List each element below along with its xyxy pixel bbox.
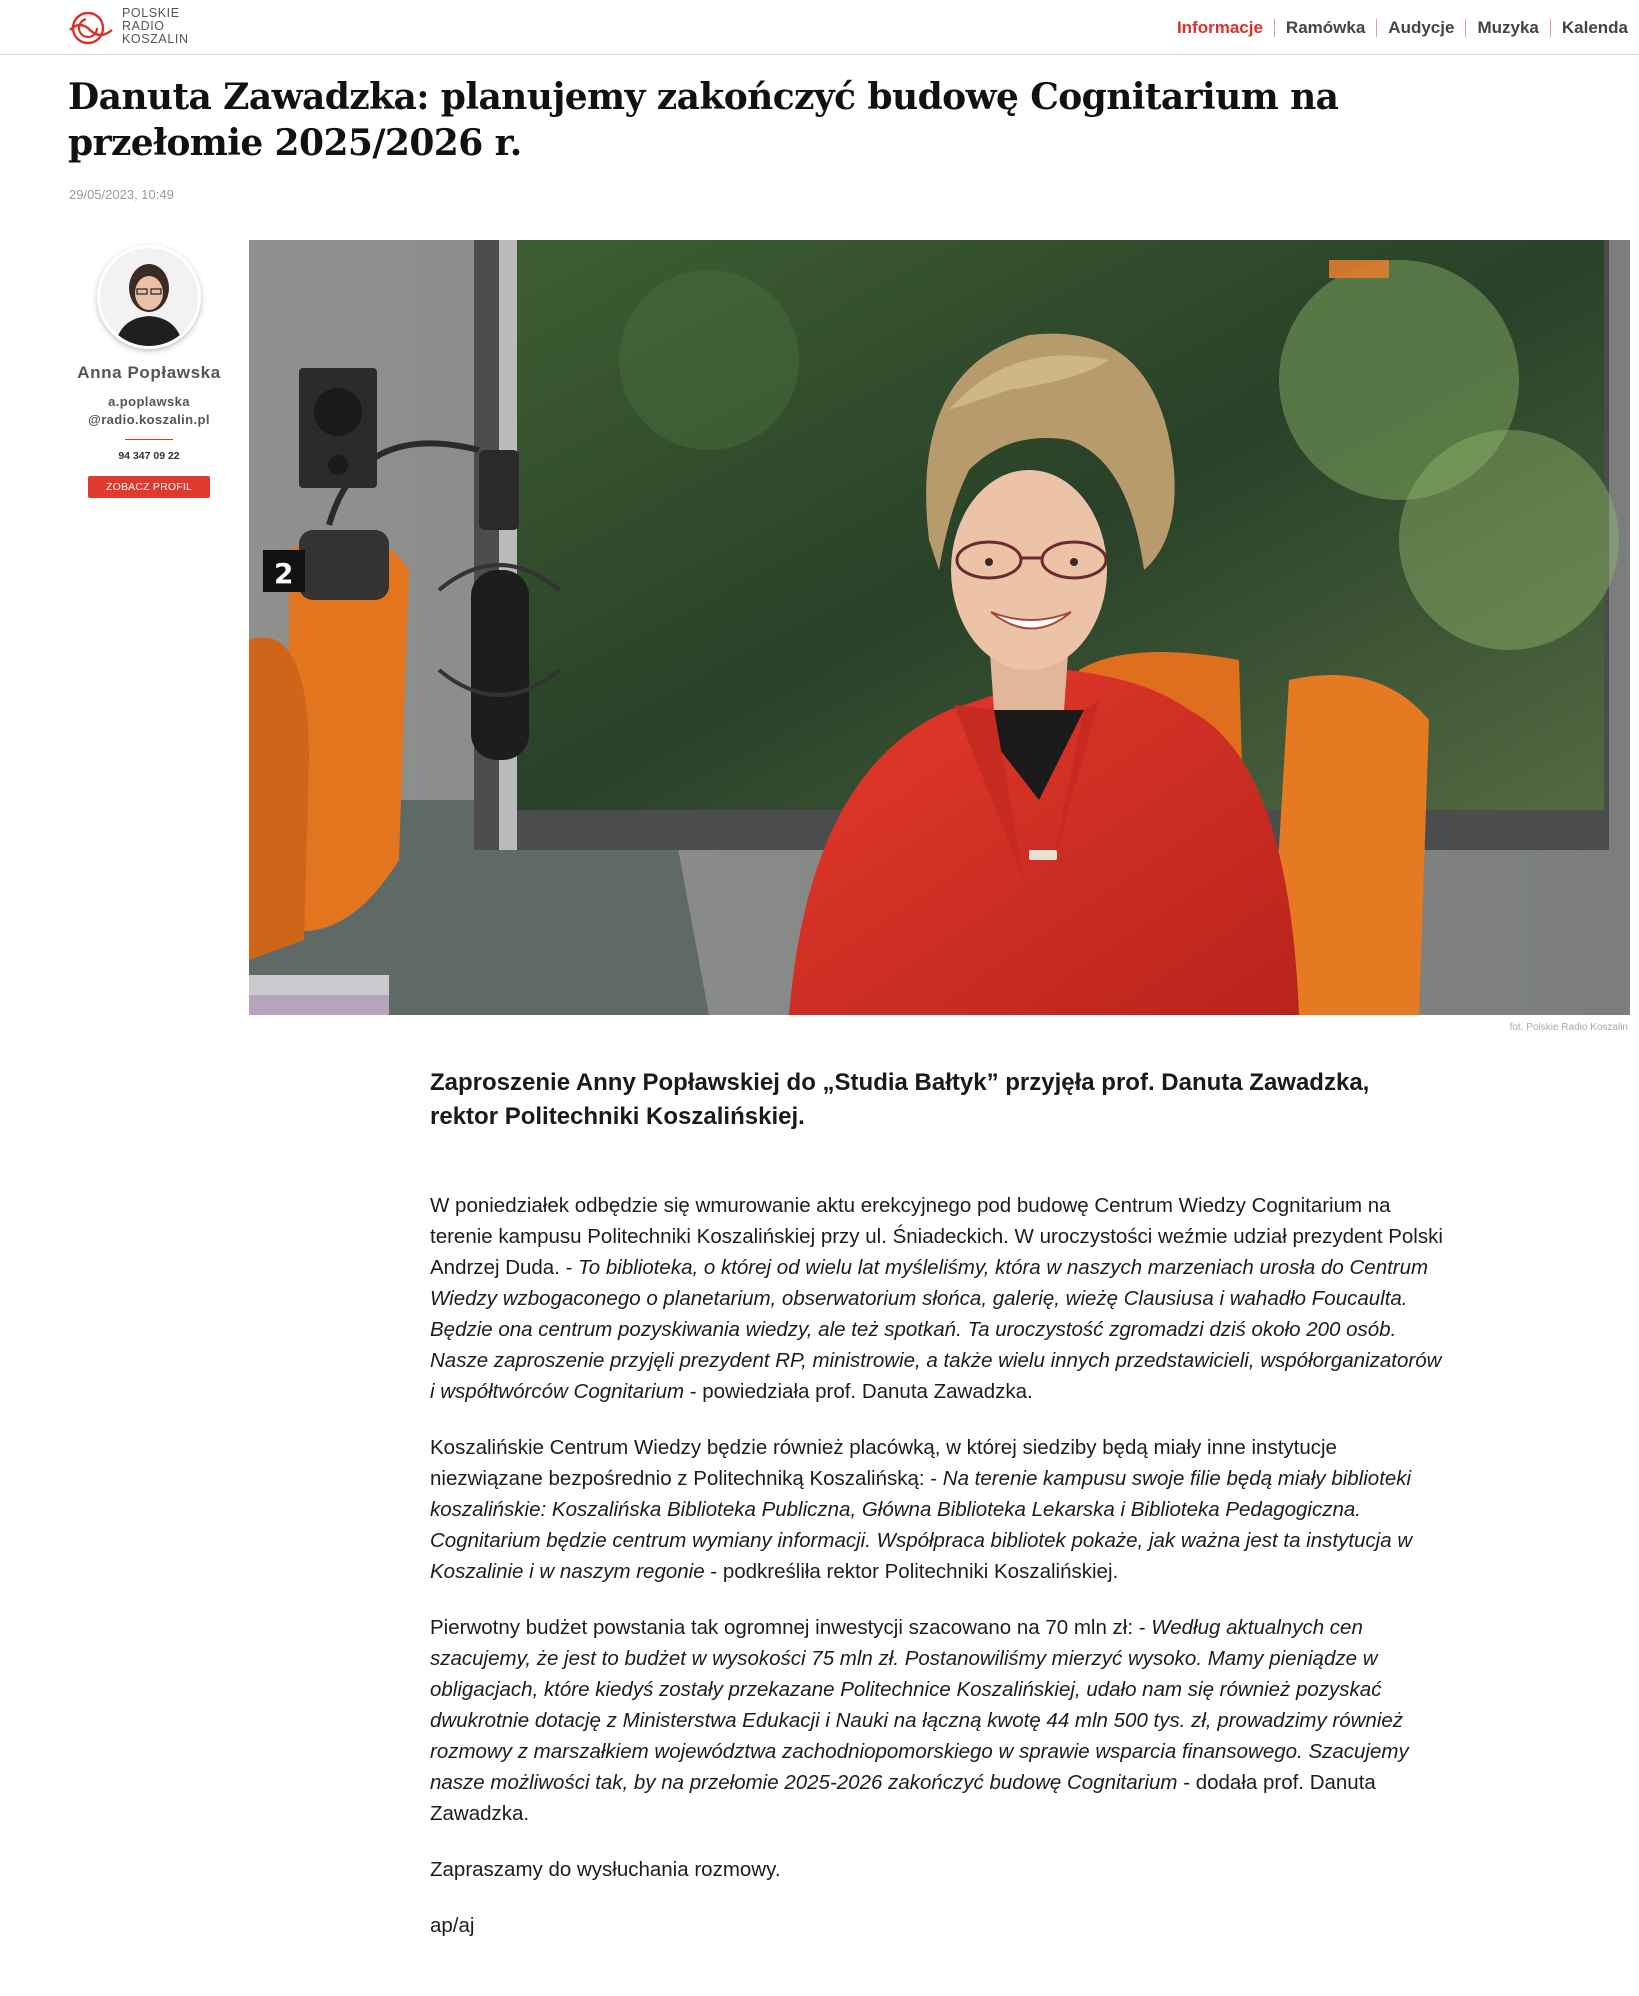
svg-text:2: 2 [274, 557, 294, 590]
p2-tail: - podkreśliła rektor Politechniki Koszalińskiej. [704, 1560, 1119, 1583]
author-avatar-image [100, 248, 198, 346]
author-name[interactable]: Anna Popławska [77, 363, 221, 382]
paragraph-2 [430, 1432, 1450, 1587]
paragraph-1 [430, 1190, 1450, 1407]
author-email[interactable] [68, 393, 230, 429]
p2-plain: Koszalińskie Centrum Wiedzy będzie również placówką, w której siedziby będą miały inne instytucje niezwiązane bezpośrednio z Politechniką Koszalińską: - [430, 1436, 1337, 1490]
nav-ramowka[interactable]: Ramówka [1274, 19, 1376, 37]
author-email-line-2: @radio.koszalin.pl [88, 412, 210, 427]
article-lead: Zaproszenie Anny Popławskiej do „Studia Bałtyk” przyjęła prof. Danuta Zawadzka, rektor Politechniki Koszalińskiej. [430, 1069, 1370, 1130]
author-divider [125, 439, 173, 440]
main-nav [1166, 17, 1639, 39]
logo-text [122, 7, 189, 46]
paragraph-4: Zapraszamy do wysłuchania rozmowy. [430, 1858, 781, 1881]
article-signature: ap/aj [430, 1914, 475, 1937]
author-avatar[interactable] [97, 245, 201, 349]
photo-credit: fot. Polskie Radio Koszalin [1509, 1022, 1628, 1033]
p3-plain: Pierwotny budżet powstania tak ogromnej inwestycji szacowano na 70 mln zł: - [430, 1616, 1152, 1639]
nav-kalendarz[interactable]: Kalenda [1550, 19, 1639, 37]
logo-line-1: POLSKIE [122, 6, 180, 20]
p1-plain: W poniedziałek odbędzie się wmurowanie aktu erekcyjnego pod budowę Centrum Wiedzy Cognitarium na terenie kampusu Politechniki Koszalińskiej przy ul. Śniadeckich. W uroczystości weźmie udział prezydent Polski Andrzej Duda. - [430, 1194, 1443, 1279]
nav-audycje[interactable]: Audycje [1376, 19, 1465, 37]
p1-tail: - powiedziała prof. Danuta Zawadzka. [684, 1380, 1033, 1403]
nav-informacje[interactable]: Informacje [1176, 18, 1263, 37]
logo-line-3: KOSZALIN [122, 32, 189, 46]
p3-tail: - dodała prof. Danuta Zawadzka. [430, 1771, 1376, 1825]
article-photo [249, 240, 1630, 1015]
logo-line-2: RADIO [122, 19, 165, 33]
paragraph-3 [430, 1612, 1450, 1829]
nav-muzyka[interactable]: Muzyka [1465, 19, 1549, 37]
see-profile-button[interactable]: ZOBACZ PROFIL [88, 476, 210, 498]
p2-quote: Na terenie kampusu swoje filie będą miały biblioteki koszalińskie: Koszalińska Biblioteka Publiczna, Główna Biblioteka Lekarska i Biblioteka Pedagogiczna. Cognitarium będzie centrum wymiany informacji. Współpraca bibliotek pokaże, jak ważna jest ta instytucja w Koszalinie i w naszym regonie [430, 1467, 1413, 1583]
p1-quote: To biblioteka, o której od wielu lat myśleliśmy, która w naszych marzeniach urosła do Centrum Wiedzy wzbogaconego o planetarium, obserwatorium słońca, galerię, wieżę Clausiusa i wahadło Foucaulta. Będzie ona centrum pozyskiwania wiedzy, ale też spotkań. Ta uroczystość zgromadzi dziś około 200 osób. Nasze zaproszenie przyjęli prezydent RP, ministrowie, a także wielu innych przedstawicieli, współorganizatorów i współtwórców Cognitarium [430, 1256, 1442, 1403]
radio-wave-logo-icon [68, 8, 118, 48]
studio-photo-illustration [249, 240, 1630, 1015]
article-date: 29/05/2023, 10:49 [69, 187, 174, 202]
author-email-line-1: a.poplawska [108, 394, 190, 409]
author-box [68, 245, 230, 498]
site-logo[interactable] [68, 6, 208, 48]
author-phone: 94 347 09 22 [118, 450, 180, 462]
p3-quote: Według aktualnych cen szacujemy, że jest to budżet w wysokości 75 mln zł. Postanowiliśmy mierzyć wysoko. Mamy pieniądze w obligacjach, które kiedyś zostały przekazane Politechnice Koszalińskiej, udało nam się również pozyskać dwukrotnie dotację z Ministerstwa Edukacji i Nauki na łączną kwotę 44 mln 500 tys. zł, prowadzimy również rozmowy z marszałkiem województwa zachodniopomorskiego w sprawie wsparcia finansowego. Szacujemy nasze możliwości tak, by na przełomie 2025-2026 zakończyć budowę Cognitarium [430, 1616, 1409, 1794]
top-bar [0, 0, 1639, 55]
article-body [430, 1190, 1450, 1966]
article-title: Danuta Zawadzka: planujemy zakończyć budowę Cognitarium na przełomie 2025/2026 r. [68, 76, 1339, 164]
